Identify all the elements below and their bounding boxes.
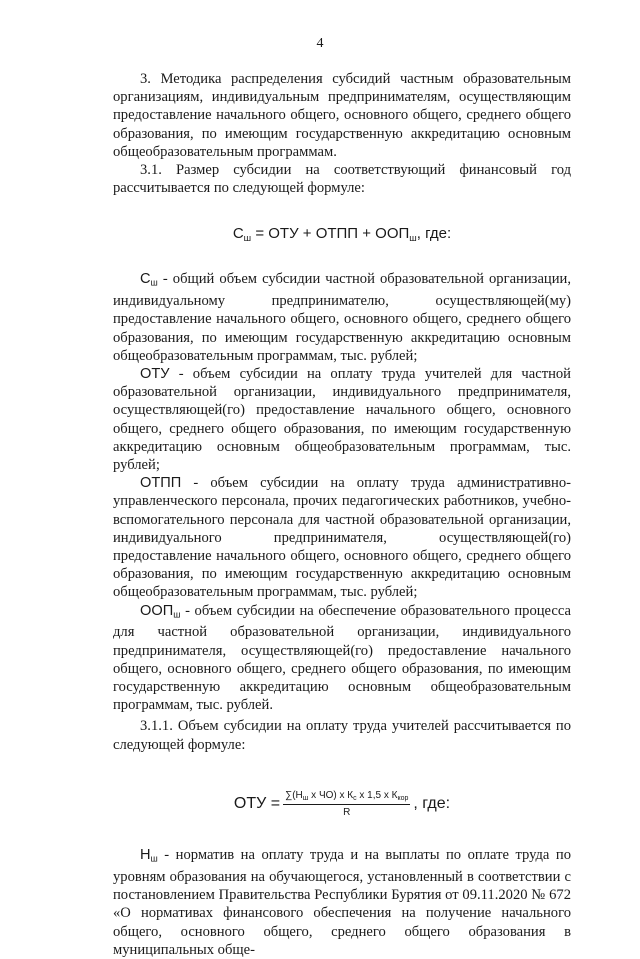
definition-term-sub: ш — [150, 853, 158, 864]
formula-2-tail: , где: — [413, 794, 451, 812]
definition-text: - объем субсидии на оплату труда административно-управленческого персонала, прочих педагогических работников, учебно-вспомогательного персонала для частной образовательной организации, индивидуального предпринимателя, осуществляющей(го) предоставление начального общего, основного общего, среднего общего образования, по имеющим государственную аккредитацию основным общеобразовательным программам, тыс. рублей; — [113, 475, 571, 601]
section-3-1-1-paragraph: 3.1.1. Объем субсидии на оплату труда учителей рассчитывается по следующей формуле: — [113, 718, 571, 753]
numerator-sub: с — [353, 794, 357, 802]
section-3-1-paragraph: 3.1. Размер субсидии на соответствующий финансовый год рассчитывается по следующей формуле: — [113, 162, 571, 197]
definition-csh — [113, 270, 571, 365]
formula-1-rhs-sub: ш — [409, 233, 417, 244]
definition-term: ООП — [140, 602, 174, 619]
formula-2-numerator — [283, 790, 410, 805]
definition-oop — [113, 602, 571, 715]
document-body — [113, 70, 571, 959]
numerator-sub: кор — [397, 794, 409, 802]
definition-otu — [113, 365, 571, 474]
definition-text: - общий объем субсидии частной образовательной организации, индивидуальному предпринимателю, осуществляющей(му) предоставление начального общего, основного общего, среднего общего образования, по имеющим государственную аккредитацию основным общеобразовательным программам, тыс. рублей; — [113, 271, 571, 364]
teacher-pay-formula — [113, 790, 571, 818]
formula-1-tail: , где: — [416, 225, 452, 243]
definition-term: ОТПП — [140, 475, 182, 492]
definition-text: - объем субсидии на обеспечение образовательного процесса для частной образовательной организации, индивидуального предпринимателя, осуществляющей(го) предоставление начального общего, основного общего, среднего общего образования, по имеющим государственную аккредитацию основным общеобразовательным программам, тыс. рублей. — [113, 602, 571, 714]
definition-otpp — [113, 474, 571, 601]
numerator-sub: ш — [302, 794, 309, 802]
page-number: 4 — [316, 36, 324, 51]
numerator-part: х ЧО) х К — [308, 789, 354, 801]
formula-1-lhs-sub: ш — [243, 233, 252, 244]
definition-text: - объем субсидии на оплату труда учителей для частной образовательной организации, индивидуального предпринимателя, осуществляющей(го) предоставление начального общего, основного общего, среднего общего образования, по имеющим государственную аккредитацию основным общеобразовательным программам, тыс. рублей; — [113, 365, 571, 473]
section-3-heading: 3. Методика распределения субсидий частным образовательным организациям, индивидуальным предпринимателям, осуществляющим предоставление начального общего, основного общего, среднего общего образования, по имеющим государственную аккредитацию основным общеобразовательным программам. — [113, 71, 571, 160]
definition-term: ОТУ — [140, 365, 170, 382]
definition-term: Н — [140, 846, 151, 863]
formula-1-rhs: = ОТУ + ОТПП + ООП — [255, 225, 410, 243]
definition-nsh — [113, 846, 571, 959]
formula-2-lhs: ОТУ = — [233, 794, 281, 812]
numerator-part: ∑(Н — [285, 789, 303, 801]
definition-term: С — [140, 271, 151, 288]
definition-text: - норматив на оплату труда и на выплаты по оплате труда по уровням образования на обучающегося, установленный в соответствии с постановлением Правительства Республики Бурятия от 09.11.2020 № 672 «О нормативах финансового обеспечения на получение начального общего, основного общего, среднего общего образования в муниципальных обще- — [113, 846, 571, 958]
definition-term-sub: ш — [150, 277, 158, 288]
formula-2-fraction — [283, 790, 410, 818]
formula-1-lhs: С — [232, 225, 244, 243]
numerator-part: х 1,5 х К — [356, 789, 398, 801]
subsidy-total-formula — [113, 224, 571, 248]
definition-term-sub: ш — [173, 609, 181, 620]
formula-2-denominator: R — [343, 806, 351, 818]
